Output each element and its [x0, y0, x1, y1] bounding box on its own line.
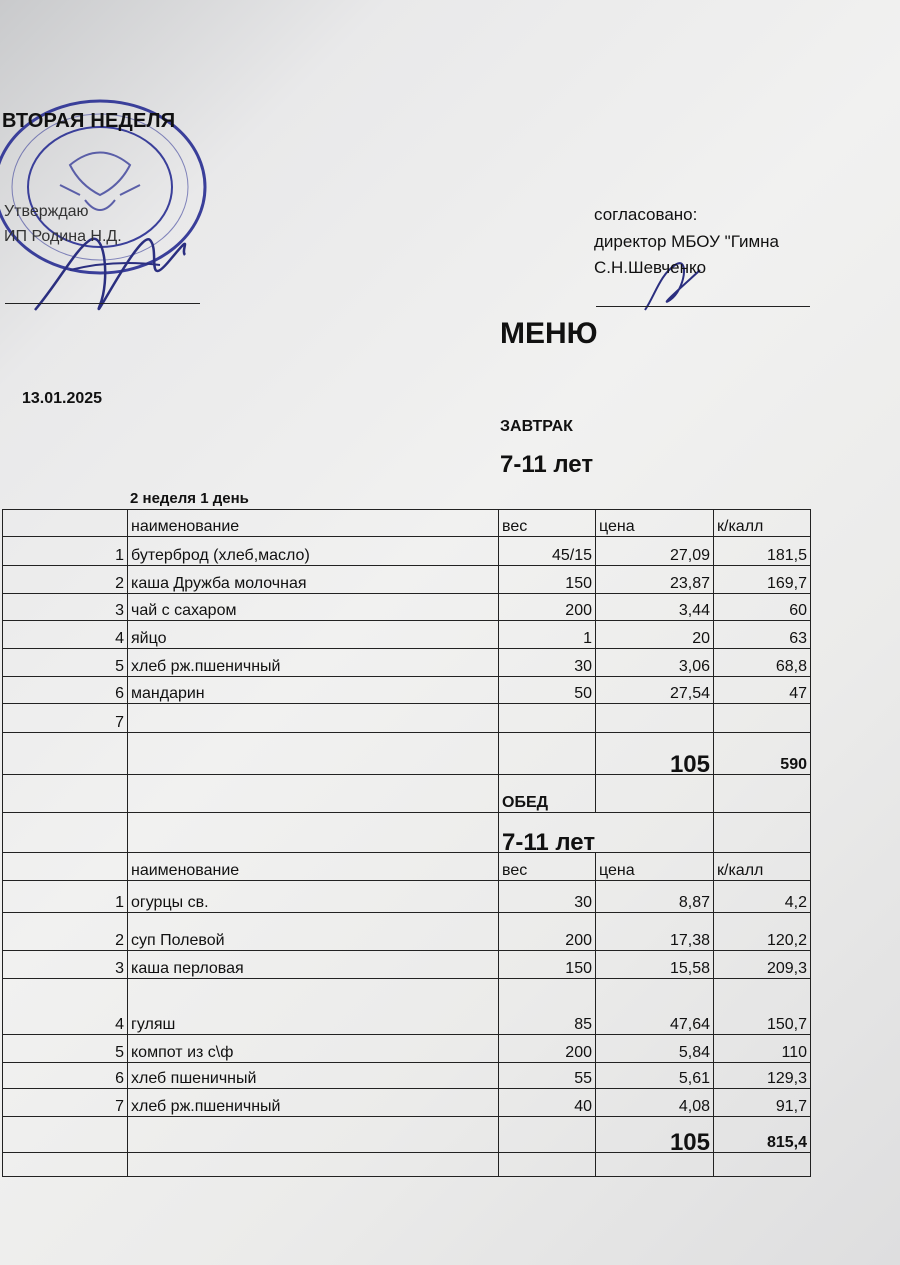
row-number: 4 [3, 621, 128, 649]
col-name-header: наименование [128, 510, 499, 537]
approve-name: ИП Родина Н.Д. [4, 228, 122, 245]
dish-name: хлеб рж.пшеничный [128, 1089, 499, 1117]
dish-kcal: 169,7 [714, 566, 811, 594]
empty-cell [128, 813, 499, 853]
dish-kcal: 63 [714, 621, 811, 649]
dish-price: 5,61 [596, 1063, 714, 1089]
lunch-title-row [3, 775, 811, 813]
dish-name: каша перловая [128, 951, 499, 979]
dish-weight: 30 [499, 649, 596, 677]
empty-cell [499, 1153, 596, 1177]
table-row [3, 1153, 811, 1177]
breakfast-total-row [3, 733, 811, 775]
table-row [3, 913, 811, 951]
row-number: 3 [3, 594, 128, 621]
dish-kcal [714, 704, 811, 733]
dish-name: хлеб рж.пшеничный [128, 649, 499, 677]
table-row [3, 979, 811, 1035]
dish-name: огурцы св. [128, 881, 499, 913]
dish-price: 8,87 [596, 881, 714, 913]
empty-cell [128, 1117, 499, 1153]
dish-price: 27,09 [596, 537, 714, 566]
menu-date: 13.01.2025 [22, 390, 103, 407]
breakfast-title: ЗАВТРАК [500, 418, 573, 435]
lunch-total-price: 105 [596, 1117, 714, 1153]
row-number: 5 [3, 1035, 128, 1063]
dish-weight: 150 [499, 951, 596, 979]
row-number: 6 [3, 677, 128, 704]
dish-kcal: 181,5 [714, 537, 811, 566]
dish-kcal: 91,7 [714, 1089, 811, 1117]
dish-kcal: 47 [714, 677, 811, 704]
dish-name [128, 704, 499, 733]
empty-cell [3, 853, 128, 881]
empty-cell [3, 775, 128, 813]
table-row [3, 594, 811, 621]
dish-price: 17,38 [596, 913, 714, 951]
dish-name: каша Дружба молочная [128, 566, 499, 594]
dish-kcal: 150,7 [714, 979, 811, 1035]
dish-kcal: 120,2 [714, 913, 811, 951]
empty-cell [3, 1117, 128, 1153]
dish-price: 15,58 [596, 951, 714, 979]
signature-line-right [596, 306, 810, 307]
row-number: 3 [3, 951, 128, 979]
signature-line-left [5, 303, 200, 304]
breakfast-total-kcal: 590 [714, 733, 811, 775]
dish-price: 3,44 [596, 594, 714, 621]
row-number: 1 [3, 537, 128, 566]
cell-n [3, 510, 128, 537]
empty-cell [714, 775, 811, 813]
table-row [3, 1035, 811, 1063]
menu-table [2, 509, 811, 1177]
empty-cell [3, 1153, 128, 1177]
row-number: 7 [3, 704, 128, 733]
dish-price: 47,64 [596, 979, 714, 1035]
col-weight-header: вес [499, 853, 596, 881]
agreed-label: согласовано: [594, 205, 698, 224]
menu-title: МЕНЮ [500, 317, 598, 350]
empty-cell [596, 775, 714, 813]
dish-weight: 200 [499, 594, 596, 621]
table-row [3, 951, 811, 979]
empty-cell [3, 813, 128, 853]
empty-cell [714, 1153, 811, 1177]
table-row [3, 566, 811, 594]
agreed-director: директор МБОУ "Гимна [594, 232, 779, 251]
dish-kcal: 110 [714, 1035, 811, 1063]
col-name-header: наименование [128, 853, 499, 881]
dish-price: 27,54 [596, 677, 714, 704]
dish-name: мандарин [128, 677, 499, 704]
approve-label: Утверждаю [4, 203, 89, 220]
row-number: 7 [3, 1089, 128, 1117]
agreed-name: С.Н.Шевченко [594, 258, 707, 277]
dish-kcal: 60 [714, 594, 811, 621]
table-row [3, 537, 811, 566]
empty-cell [714, 813, 811, 853]
dish-weight: 1 [499, 621, 596, 649]
table-row [3, 881, 811, 913]
dish-name: чай с сахаром [128, 594, 499, 621]
dish-price [596, 704, 714, 733]
dish-name: бутерброд (хлеб,масло) [128, 537, 499, 566]
empty-cell [499, 1117, 596, 1153]
dish-name: компот из с\ф [128, 1035, 499, 1063]
empty-cell [128, 733, 499, 775]
dish-price: 3,06 [596, 649, 714, 677]
row-number: 6 [3, 1063, 128, 1089]
dish-name: гуляш [128, 979, 499, 1035]
empty-cell [3, 733, 128, 775]
age-group-title: 7-11 лет [500, 451, 594, 478]
dish-price: 20 [596, 621, 714, 649]
col-price-header: цена [596, 510, 714, 537]
lunch-title: ОБЕД [499, 775, 596, 813]
table-row [3, 704, 811, 733]
dish-price: 4,08 [596, 1089, 714, 1117]
row-number: 2 [3, 913, 128, 951]
lunch-total-row [3, 1117, 811, 1153]
row-number: 4 [3, 979, 128, 1035]
empty-cell [596, 1153, 714, 1177]
empty-cell [128, 1153, 499, 1177]
dish-weight: 150 [499, 566, 596, 594]
dish-weight: 55 [499, 1063, 596, 1089]
lunch-age-group: 7-11 лет [499, 813, 714, 853]
dish-name: яйцо [128, 621, 499, 649]
dish-kcal: 129,3 [714, 1063, 811, 1089]
day-label: 2 неделя 1 день [130, 490, 249, 507]
table-row [3, 1089, 811, 1117]
lunch-age-row [3, 813, 811, 853]
empty-cell [499, 733, 596, 775]
dish-weight: 50 [499, 677, 596, 704]
dish-weight: 85 [499, 979, 596, 1035]
row-number: 2 [3, 566, 128, 594]
dish-weight: 200 [499, 913, 596, 951]
col-price-header: цена [596, 853, 714, 881]
dish-weight [499, 704, 596, 733]
col-weight-header: вес [499, 510, 596, 537]
col-kcal-header: к/калл [714, 510, 811, 537]
dish-name: хлеб пшеничный [128, 1063, 499, 1089]
dish-price: 5,84 [596, 1035, 714, 1063]
dish-name: суп Полевой [128, 913, 499, 951]
row-number: 5 [3, 649, 128, 677]
dish-kcal: 4,2 [714, 881, 811, 913]
table-row [3, 677, 811, 704]
week-title: ВТОРАЯ НЕДЕЛЯ [2, 110, 176, 132]
dish-price: 23,87 [596, 566, 714, 594]
lunch-header-row [3, 853, 811, 881]
col-kcal-header: к/калл [714, 853, 811, 881]
table-row [3, 1063, 811, 1089]
dish-weight: 30 [499, 881, 596, 913]
dish-weight: 200 [499, 1035, 596, 1063]
lunch-total-kcal: 815,4 [714, 1117, 811, 1153]
breakfast-total-price: 105 [596, 733, 714, 775]
dish-weight: 45/15 [499, 537, 596, 566]
empty-cell [128, 775, 499, 813]
dish-kcal: 68,8 [714, 649, 811, 677]
dish-weight: 40 [499, 1089, 596, 1117]
table-row [3, 621, 811, 649]
table-row [3, 649, 811, 677]
table-header-row [3, 510, 811, 537]
row-number: 1 [3, 881, 128, 913]
dish-kcal: 209,3 [714, 951, 811, 979]
